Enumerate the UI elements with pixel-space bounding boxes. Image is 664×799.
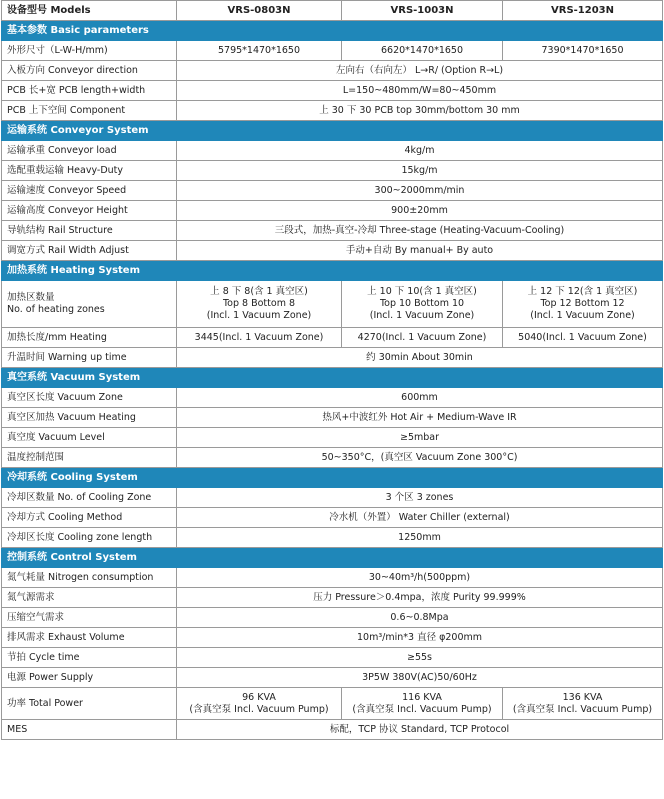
row-label: 排风需求 Exhaust Volume xyxy=(2,628,177,648)
cell-value: 3445(Incl. 1 Vacuum Zone) xyxy=(177,328,342,348)
cell-value: 5040(Incl. 1 Vacuum Zone) xyxy=(503,328,663,348)
table-row xyxy=(2,648,663,668)
section-heating xyxy=(2,261,663,281)
cell-value xyxy=(342,688,503,720)
row-label: 电源 Power Supply xyxy=(2,668,177,688)
row-label: 节拍 Cycle time xyxy=(2,648,177,668)
cell-value: 300~2000mm/min xyxy=(177,181,663,201)
table-row xyxy=(2,328,663,348)
section-basic xyxy=(2,21,663,41)
section-control xyxy=(2,548,663,568)
table-row xyxy=(2,348,663,368)
cell-value: 4kg/m xyxy=(177,141,663,161)
header-row xyxy=(2,1,663,21)
table-row xyxy=(2,141,663,161)
cell-line: (含真空泵 Incl. Vacuum Pump) xyxy=(189,703,329,715)
row-label: 外形尺寸（L-W-H/mm) xyxy=(2,41,177,61)
spec-table xyxy=(1,0,663,740)
section-title: 控制系统 Control System xyxy=(2,548,663,568)
table-row xyxy=(2,668,663,688)
row-label: 运输高度 Conveyor Height xyxy=(2,201,177,221)
section-title: 真空系统 Vacuum System xyxy=(2,368,663,388)
cell-value xyxy=(177,688,342,720)
cell-value xyxy=(503,281,663,328)
cell-value: 3 个区 3 zones xyxy=(177,488,663,508)
row-label: 加热长度/mm Heating xyxy=(2,328,177,348)
model-1203: VRS-1203N xyxy=(503,1,663,21)
table-row xyxy=(2,720,663,740)
table-row xyxy=(2,201,663,221)
row-label: 温度控制范围 xyxy=(2,448,177,468)
row-label: 真空度 Vacuum Level xyxy=(2,428,177,448)
cell-value: 10m³/min*3 直径 φ200mm xyxy=(177,628,663,648)
model-1003: VRS-1003N xyxy=(342,1,503,21)
table-row xyxy=(2,388,663,408)
cell-value: 50~350°C，(真空区 Vacuum Zone 300°C) xyxy=(177,448,663,468)
table-row xyxy=(2,568,663,588)
cell-value xyxy=(503,688,663,720)
row-label xyxy=(2,281,177,328)
cell-line: 上 8 下 8(含 1 真空区) xyxy=(210,286,308,297)
row-label: 冷却区长度 Cooling zone length xyxy=(2,528,177,548)
cell-line: (含真空泵 Incl. Vacuum Pump) xyxy=(352,703,492,715)
row-label: 氮气耗量 Nitrogen consumption xyxy=(2,568,177,588)
row-label: 压缩空气需求 xyxy=(2,608,177,628)
row-label: 氮气源需求 xyxy=(2,588,177,608)
table-row xyxy=(2,81,663,101)
cell-line: Top 12 Bottom 12 xyxy=(540,298,625,309)
row-label: 真空区长度 Vacuum Zone xyxy=(2,388,177,408)
table-row xyxy=(2,628,663,648)
row-label-line: 加热区数量 xyxy=(7,292,55,303)
row-label: MES xyxy=(2,720,177,740)
table-row xyxy=(2,221,663,241)
cell-value: 手动+自动 By manual+ By auto xyxy=(177,241,663,261)
row-label: 真空区加热 Vacuum Heating xyxy=(2,408,177,428)
table-row xyxy=(2,281,663,328)
section-vacuum xyxy=(2,368,663,388)
cell-value: 1250mm xyxy=(177,528,663,548)
cell-value: ≥5mbar xyxy=(177,428,663,448)
cell-value xyxy=(177,281,342,328)
cell-value xyxy=(342,281,503,328)
cell-value: 30~40m³/h(500ppm) xyxy=(177,568,663,588)
row-label-line: No. of heating zones xyxy=(7,304,105,315)
row-label: 入板方向 Conveyor direction xyxy=(2,61,177,81)
table-row xyxy=(2,41,663,61)
cell-line: 96 KVA xyxy=(242,691,276,703)
table-row xyxy=(2,241,663,261)
section-title: 运输系统 Conveyor System xyxy=(2,121,663,141)
cell-line: (含真空泵 Incl. Vacuum Pump) xyxy=(512,703,653,715)
cell-line: 上 12 下 12(含 1 真空区) xyxy=(527,286,638,297)
table-row xyxy=(2,101,663,121)
model-0803: VRS-0803N xyxy=(177,1,342,21)
row-label: 冷却方式 Cooling Method xyxy=(2,508,177,528)
table-row xyxy=(2,161,663,181)
table-row xyxy=(2,508,663,528)
row-label: 升温时间 Warning up time xyxy=(2,348,177,368)
table-row xyxy=(2,181,663,201)
cell-value: 600mm xyxy=(177,388,663,408)
table-row xyxy=(2,608,663,628)
cell-line: (Incl. 1 Vacuum Zone) xyxy=(369,310,475,321)
cell-value: 6620*1470*1650 xyxy=(342,41,503,61)
section-title: 加热系统 Heating System xyxy=(2,261,663,281)
row-label: 功率 Total Power xyxy=(2,688,177,720)
table-row xyxy=(2,688,663,720)
cell-value: 左向右（右向左） L→R/ (Option R→L) xyxy=(177,61,663,81)
cell-line: (Incl. 1 Vacuum Zone) xyxy=(530,310,635,321)
cell-value: 3P5W 380V(AC)50/60Hz xyxy=(177,668,663,688)
table-row xyxy=(2,428,663,448)
row-label: 导轨结构 Rail Structure xyxy=(2,221,177,241)
cell-value: ≥55s xyxy=(177,648,663,668)
cell-line: 上 10 下 10(含 1 真空区) xyxy=(367,286,477,297)
cell-line: 136 KVA xyxy=(562,691,603,703)
row-label: 调宽方式 Rail Width Adjust xyxy=(2,241,177,261)
section-title: 冷却系统 Cooling System xyxy=(2,468,663,488)
table-row xyxy=(2,488,663,508)
table-row xyxy=(2,588,663,608)
cell-value: 约 30min About 30min xyxy=(177,348,663,368)
table-row xyxy=(2,528,663,548)
row-label: 运输速度 Conveyor Speed xyxy=(2,181,177,201)
cell-value: 热风+中波红外 Hot Air + Medium-Wave IR xyxy=(177,408,663,428)
cell-value: L=150~480mm/W=80~450mm xyxy=(177,81,663,101)
row-label: PCB 上下空间 Component xyxy=(2,101,177,121)
table-row xyxy=(2,448,663,468)
row-label: 选配重载运输 Heavy-Duty xyxy=(2,161,177,181)
cell-line: Top 8 Bottom 8 xyxy=(222,298,296,309)
cell-value: 900±20mm xyxy=(177,201,663,221)
table-row xyxy=(2,408,663,428)
section-conveyor xyxy=(2,121,663,141)
cell-line: 116 KVA xyxy=(402,691,442,703)
cell-value: 上 30 下 30 PCB top 30mm/bottom 30 mm xyxy=(177,101,663,121)
cell-value: 0.6~0.8Mpa xyxy=(177,608,663,628)
cell-value: 压力 Pressure＞0.4mpa，浓度 Purity 99.999% xyxy=(177,588,663,608)
cell-value: 15kg/m xyxy=(177,161,663,181)
cell-value: 冷水机（外置） Water Chiller (external) xyxy=(177,508,663,528)
cell-line: Top 10 Bottom 10 xyxy=(379,298,465,309)
models-label: 设备型号 Models xyxy=(2,1,177,21)
cell-value: 标配，TCP 协议 Standard, TCP Protocol xyxy=(177,720,663,740)
row-label: 冷却区数量 No. of Cooling Zone xyxy=(2,488,177,508)
cell-value: 5795*1470*1650 xyxy=(177,41,342,61)
section-cooling xyxy=(2,468,663,488)
table-row xyxy=(2,61,663,81)
cell-line: (Incl. 1 Vacuum Zone) xyxy=(206,310,312,321)
row-label: 运输承重 Conveyor load xyxy=(2,141,177,161)
section-title: 基本参数 Basic parameters xyxy=(2,21,663,41)
cell-value: 4270(Incl. 1 Vacuum Zone) xyxy=(342,328,503,348)
row-label: PCB 长+宽 PCB length+width xyxy=(2,81,177,101)
cell-value: 7390*1470*1650 xyxy=(503,41,663,61)
cell-value: 三段式，加热-真空-冷却 Three-stage (Heating-Vacuum-Cooling) xyxy=(177,221,663,241)
